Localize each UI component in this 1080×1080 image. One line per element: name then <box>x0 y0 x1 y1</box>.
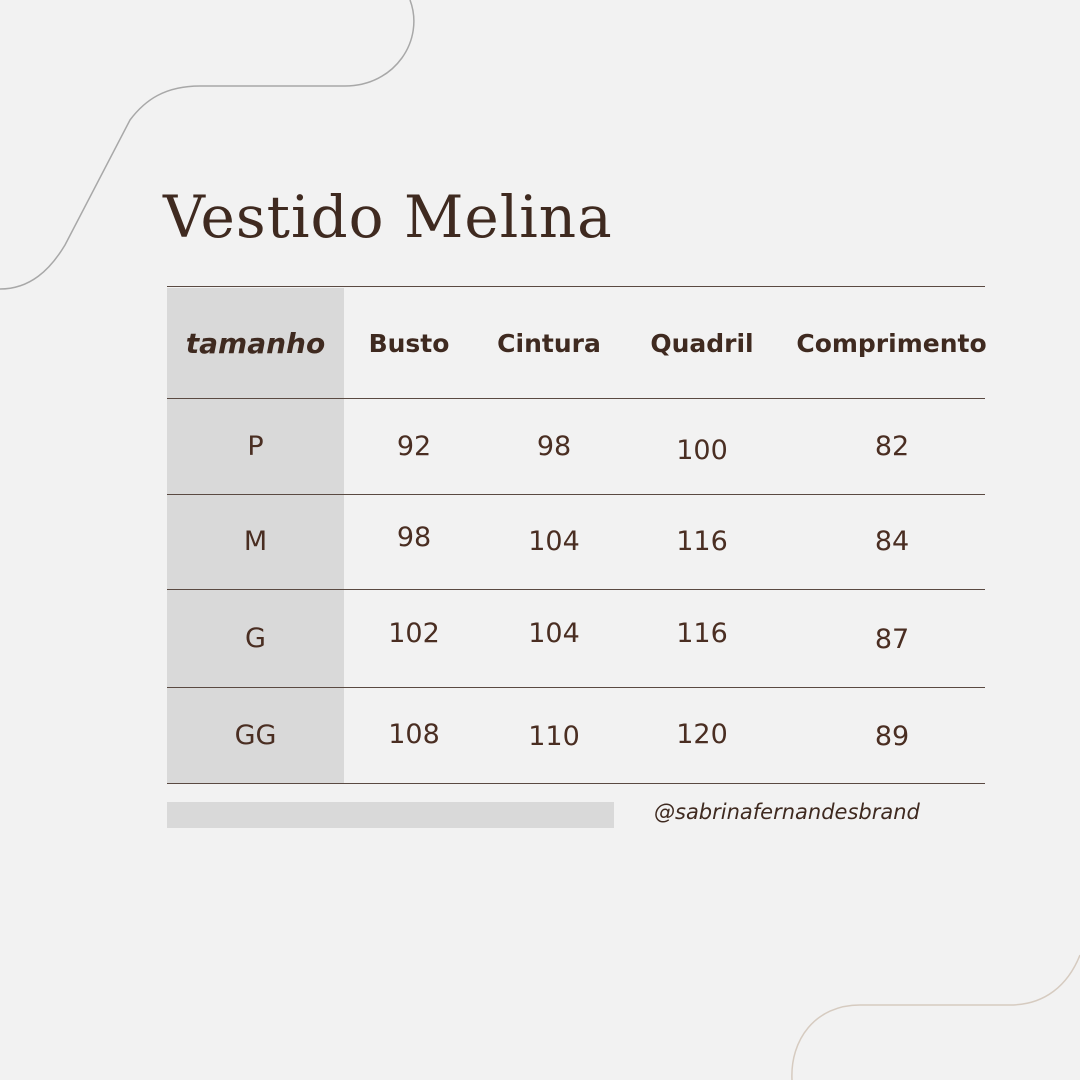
footer-accent-bar <box>167 802 614 828</box>
hip-cell: 100 <box>676 434 728 466</box>
size-cell: P <box>247 430 264 462</box>
waist-cell: 98 <box>536 430 572 462</box>
size-cell: M <box>243 526 268 557</box>
header-bust: Busto <box>368 328 450 358</box>
header-waist: Cintura <box>497 328 601 358</box>
length-cell: 87 <box>874 623 910 655</box>
header-size: tamanho <box>185 326 326 360</box>
waist-cell: 110 <box>528 720 580 752</box>
bust-cell: 98 <box>396 522 432 553</box>
bust-cell: 102 <box>388 617 440 649</box>
length-cell: 82 <box>874 430 910 462</box>
header-length: Comprimento <box>796 328 987 358</box>
hip-cell: 116 <box>676 526 728 557</box>
hip-cell: 116 <box>676 617 728 649</box>
hip-cell: 120 <box>676 718 728 750</box>
page-title: Vestido Melina <box>163 183 613 251</box>
size-cell: G <box>245 622 266 654</box>
length-cell: 89 <box>874 720 910 752</box>
table-rule-top <box>167 286 985 287</box>
header-hip: Quadril <box>650 328 754 358</box>
bust-cell: 92 <box>396 430 432 462</box>
waist-cell: 104 <box>528 526 580 557</box>
length-cell: 84 <box>874 526 910 557</box>
bust-cell: 108 <box>388 718 440 750</box>
size-cell: GG <box>234 719 277 751</box>
bottom-right-curve <box>792 955 1080 1080</box>
waist-cell: 104 <box>528 617 580 649</box>
social-handle: @sabrinafernandesbrand <box>654 800 920 824</box>
